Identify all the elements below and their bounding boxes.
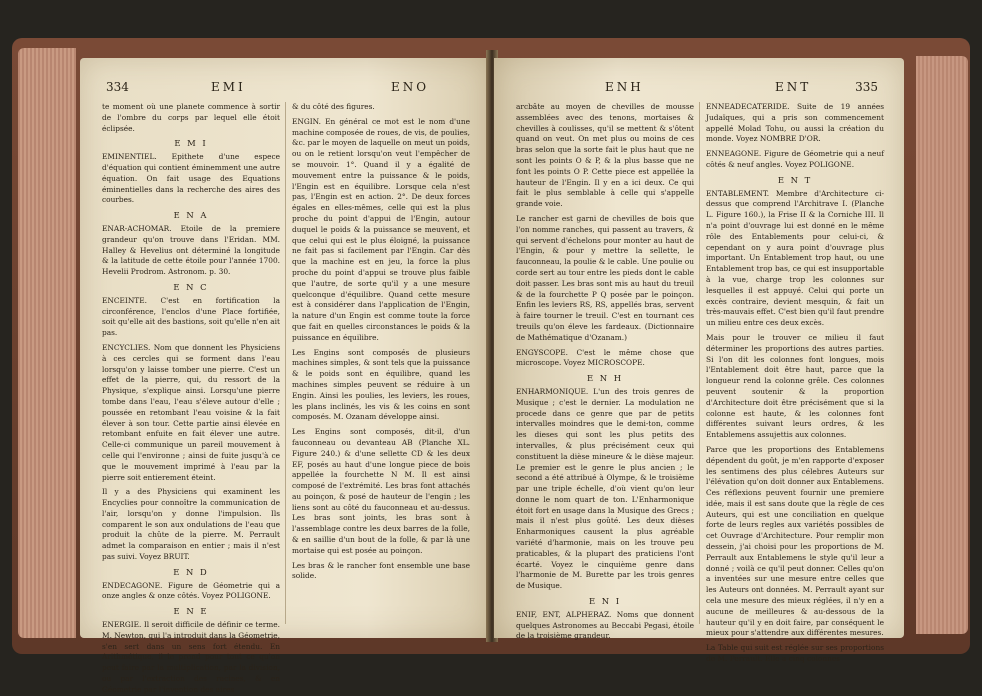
dictionary-entry: Il y a des Physiciens qui examinent les Encyclies pour connoître la communication de l'air, lorsqu'on y donne l'impulsion. Ils comparent le son aux ondulations de l'eau que produit la chûte de la pierre. M. Perrault admet la comparaison en entier ; mais il n'est pas suivi. Voyez BRUIT. [102, 487, 280, 562]
dictionary-entry: Le rancher est garni de chevilles de bois que l'on nomme ranches, qui passent au travers, & qui servent d'échelons pour monter au haut de l'Engin, & pour y mettre la sellette, le fauconneau, la poulie & le cable. Une poulie ou corde sert au tour entre les pieds dont le cable doit passer. Les bras sont mis au haut du treuil & de la fourchette P Q posée par le poinçon. Enfin les leviers RS, RS, appellés bras, servent à faire tourner le treuil. C'est en tournant ces treuils qu'on éleve les fardeaux. (Dictionnaire de Mathématique d'Ozanam.) [516, 213, 694, 342]
section-heading: E N A [173, 210, 209, 221]
section-heading: E N C [173, 281, 209, 292]
running-head: ENH [605, 80, 644, 94]
section-heading: E N D [173, 566, 209, 577]
dictionary-entry: EMINENTIEL. Epithete d'une espece d'équation qui contient éminemment une autre équation. On fait usage des Equations éminentielles dans la recherche des aires des courbes. [102, 152, 280, 205]
dictionary-entry: ENNEADECATERIDE. Suite de 19 années Judaïques, qui a pris son commencement appellé Molad Tohu, ou aussi la création du monde. Voyez NOMBRE D'OR. [706, 102, 884, 144]
dictionary-entry: ENCYCLIES. Nom que donnent les Physiciens à ces cercles qui se forment dans l'eau lorsqu'on y laisse tomber une pierre. C'est un effet de la pierre, qui, du ressort de la Physique, s'explique ainsi. Lorsqu'une pierre tombe dans l'eau, l'eau s'éleve autour d'elle ; poussée en retombant l'eau voisine & la fait élever à son tour. Cette partie ainsi élevée en retombant enfuite en fait élever une autre. Celle-ci communique un pareil mouvement à celle qui l'environne ; ainsi de fuite jusqu'à ce que le mouvement imprimé à l'eau par la pierre soit entierement éteint. [102, 342, 280, 482]
page-edges-left [18, 48, 76, 638]
right-page [494, 58, 904, 664]
page-number: 334 [106, 80, 129, 94]
dictionary-entry: Les bras & le rancher font ensemble une base solide. [292, 560, 470, 581]
running-head: EMI [211, 80, 246, 94]
text-column [292, 102, 470, 624]
page-edges-right [916, 56, 968, 634]
dictionary-entry: ENGYSCOPE. C'est le même chose que microscope. Voyez MICROSCOPE. [516, 347, 694, 368]
dictionary-entry: ENHARMONIQUE. L'un des trois genres de Musique ; c'est le dernier. La modulation ne procede dans ce genre que par de petits intervalles moindres que le demi-ton, comme les dieses qui sont les plus petits des intervalles, & plus précisément ceux qui constituent la dièse mineure & le dièse majeur. Le premier est le genre le plus ancien ; le second a été attribué à Olympe, & le troisième par une triple échelle, d'où vient qu'on leur donne le nom quart de ton. L'Enharmonique étoit fort en usage dans la Musique des Grecs ; mais il n'est plus goûté. Les deux dièses Enharmoniques causent la plus agréable variété d'harmonie, mais on les trouve peu praticables, & la plupart des praticiens l'ont écarté. Voyez le cinquième genre dans l'harmonie de M. Burette par les trois genres de Musique. [516, 386, 694, 591]
right-page-header [520, 80, 878, 96]
dictionary-entry: Les Engins sont composés, dit-il, d'un fauconneau ou devanteau AB (Planche XL. Figure 240.) & d'une sellette CD & les deux EF, posés au haut d'une longue piece de bois appellée la fourchette N M. Il est ainsi composé de l'extrémité. Les bras font attachés au poinçon, & posé de hauteur de l'engin ; les liens sont au côté du fauconneau et au-dessus. Les bras sont joints, les bras sont à l'assemblage contre les deux barres de la folle, & en saillie d'un bout de la folle, & par là une mortaise qui est posée au poinçon. [292, 427, 470, 555]
dictionary-entry: Mais pour le trouver ce milieu il faut déterminer les proportions des autres parties. Si l'on dit les colonnes font longues, mois l'Entablement doit être haut, parce que la longueur rend la colonne grêle. Ces colonnes peuvent soutenir & la proportion d'Architecture doit être précisément que si la colonne est haute, & les colonnes font différentes suivant leurs ordres, & les Entablemens assujettis aux colonnes. [706, 332, 884, 440]
section-heading: E N E [173, 606, 209, 617]
section-heading: E N T [777, 174, 813, 185]
section-heading: E N I [588, 596, 622, 607]
paragraph: & du côté des figures. [292, 102, 375, 111]
section-heading: E N H [586, 373, 624, 384]
dictionary-entry: ENGIN. En général ce mot est le nom d'une machine composée de roues, de vis, de poulies, &c. par le moyen de laquelle on meut un poids, ou on le retient lorsqu'on veut l'empêcher de se mouvoir. 1°. Quand il y a égalité de mouvement entre la puissance & le poids, l'Engin est en équilibre. Lorsque cela n'est pas, l'Engin est en action. 2°. De deux forces égales en elles-mêmes, celle qui est la plus proche du point d'appui de l'Engin, autour duquel le poids & la puissance se meuvent, et que celui qui est le plus éloigné, la puissance ne fait pas si facilement par l'Engin. Car dès que la machine est en jeu, la force la plus proche du point d'appui se trouve plus faible que l'autre, de sorte qu'il y a une mesure quelconque d'équilibre. Quand cette mesure est à considérer dans l'application de l'Engin, la nature d'un Engin est comme toute la force que fait en quelles circonstances le poids & la puissance en équilibre. [292, 116, 471, 342]
left-page-header [106, 80, 464, 96]
dictionary-entry: Parce que les proportions des Entablemens dépendent du goût, je m'en rapporte d'exposer les sentimens des plus célebres Auteurs sur l'élévation qu'on doit donner aux Entablemens. Ces réflexions peuvent fournir une premiere idée, mais il est sans doute que la règle de ces Auteurs, qui est une conciliation en quelque forte de leurs regles aux variétés possibles de cet Ouvrage d'Architecture. Pour remplir mon dessein, j'ai choisi pour les proportions de M. Perrault aux Entablemens le style qu'il leur a donné ; voilà ce qu'il peut donner. Celles qu'on a inventées sur une mesure entre celles que les Auteurs ont données. M. Perrault ayant sur cela une mesure des mieux réglées, il n'y en a aucune de meilleures & au-dessous de la hauteur qu'il y en doit faire, par conséquent le mieux pour s'attendre aux différentes mesures. [706, 444, 884, 638]
text-column [516, 102, 694, 641]
paragraph: te moment où une planete commence à sortir de l'ombre du corps par lequel elle étoit éclipsée. [102, 102, 280, 133]
dictionary-entry: ENDECAGONE. Figure de Géometrie qui a onze angles & onze côtés. Voyez POLIGONE. [102, 580, 280, 601]
running-head: ENT [775, 80, 812, 94]
dictionary-entry: ENIF, ENT, ALPHERAZ. Noms que donnent quelques Astronomes au Beccabi Pegasi, étoile de la troisième grandeur. [516, 609, 694, 641]
dictionary-entry: ENTABLEMENT. Membre d'Architecture ci-dessus que comprend l'Architrave I. (Planche L. Figure 160.), la Frise II & la Corniche III. Il n'a point d'ouvrage lui est donné en le même rôle des Entablements pour celui-ci, & cependant on y aura point d'ouvrage plus important. Un Entablement trop haut, ou une Entablement trop bas, ce qui est insupportable à la vue, charge trop les colonnes sur lesquelles il est appuyé. Celui qui porte un excès contraire, devient mesquin, & fait un très-mauvais effet. C'est bien qu'il faut prendre un milieu entre ces deux excès. [706, 188, 884, 328]
left-page [80, 58, 490, 694]
dictionary-entry: ENCEINTE. C'est en fortification la circonférence, l'enclos d'une Place fortifiée, soit qu'elle ait des bastions, soit qu'elle n'en ait pas. [102, 295, 280, 338]
dictionary-entry: La Table qui suit est réglée sur ses proportions de M. Perrault. Elle a cinq colonnes [706, 643, 884, 664]
column-divider [285, 102, 286, 624]
running-head: ENO [391, 80, 430, 94]
dictionary-entry: Les Engins sont composés de plusieurs machines simples, & sont tels que la puissance & le poids sont en équilibre, quand les machines simples peuvent se réduire à un Engin. Ainsi les poulies, les leviers, les roues, les plans inclinés, les vis & les coins en sont composés. M. Ozanam développe ainsi. [292, 347, 470, 422]
column-divider [699, 102, 700, 624]
text-column [706, 102, 884, 664]
section-heading: E M I [174, 138, 208, 149]
dictionary-entry: ENERGIE. Il seroit difficile de définir ce terme. M. Newton, qui l'a introduit dans la Géometrie, s'en sert dans un sens fort étendu. En Arithmétique, il le prend pour tout ce qu'on peut faire par la multiplication, par la division, ou par l'extraction des racines, & en Géometrie par l'invention des aires [102, 620, 280, 694]
page-number: 335 [855, 80, 878, 94]
text-column [102, 102, 280, 694]
dictionary-entry: ENNEAGONE. Figure de Géometrie qui a neuf côtés & neuf angles. Voyez POLIGONE. [706, 149, 884, 169]
dictionary-entry: ENAR-ACHOMAR. Etoile de la premiere grandeur qu'on trouve dans l'Eridan. MM. Halley & Hevelius ont déterminé la longitude & la latitude de cette étoile pour l'année 1700. Hevelii Prodrom. Astronom. p. 30. [102, 223, 280, 277]
paragraph: arcbâte au moyen de chevilles de mousse assemblées avec des tenons, mortaises & chevilles à coulisses, qu'il se mettent & s'ôtent quand on veut. On met plus ou moins de ces bras selon que la sorte fait le plus haut que ne sont les points O & P, & la plus basse que ne font les points O P. Cette piece est appellée la hauteur de l'Engin. Il y en a ici deux. Ce qui fait le plus semblable à celle qui s'appelle grande voie. [516, 102, 694, 209]
